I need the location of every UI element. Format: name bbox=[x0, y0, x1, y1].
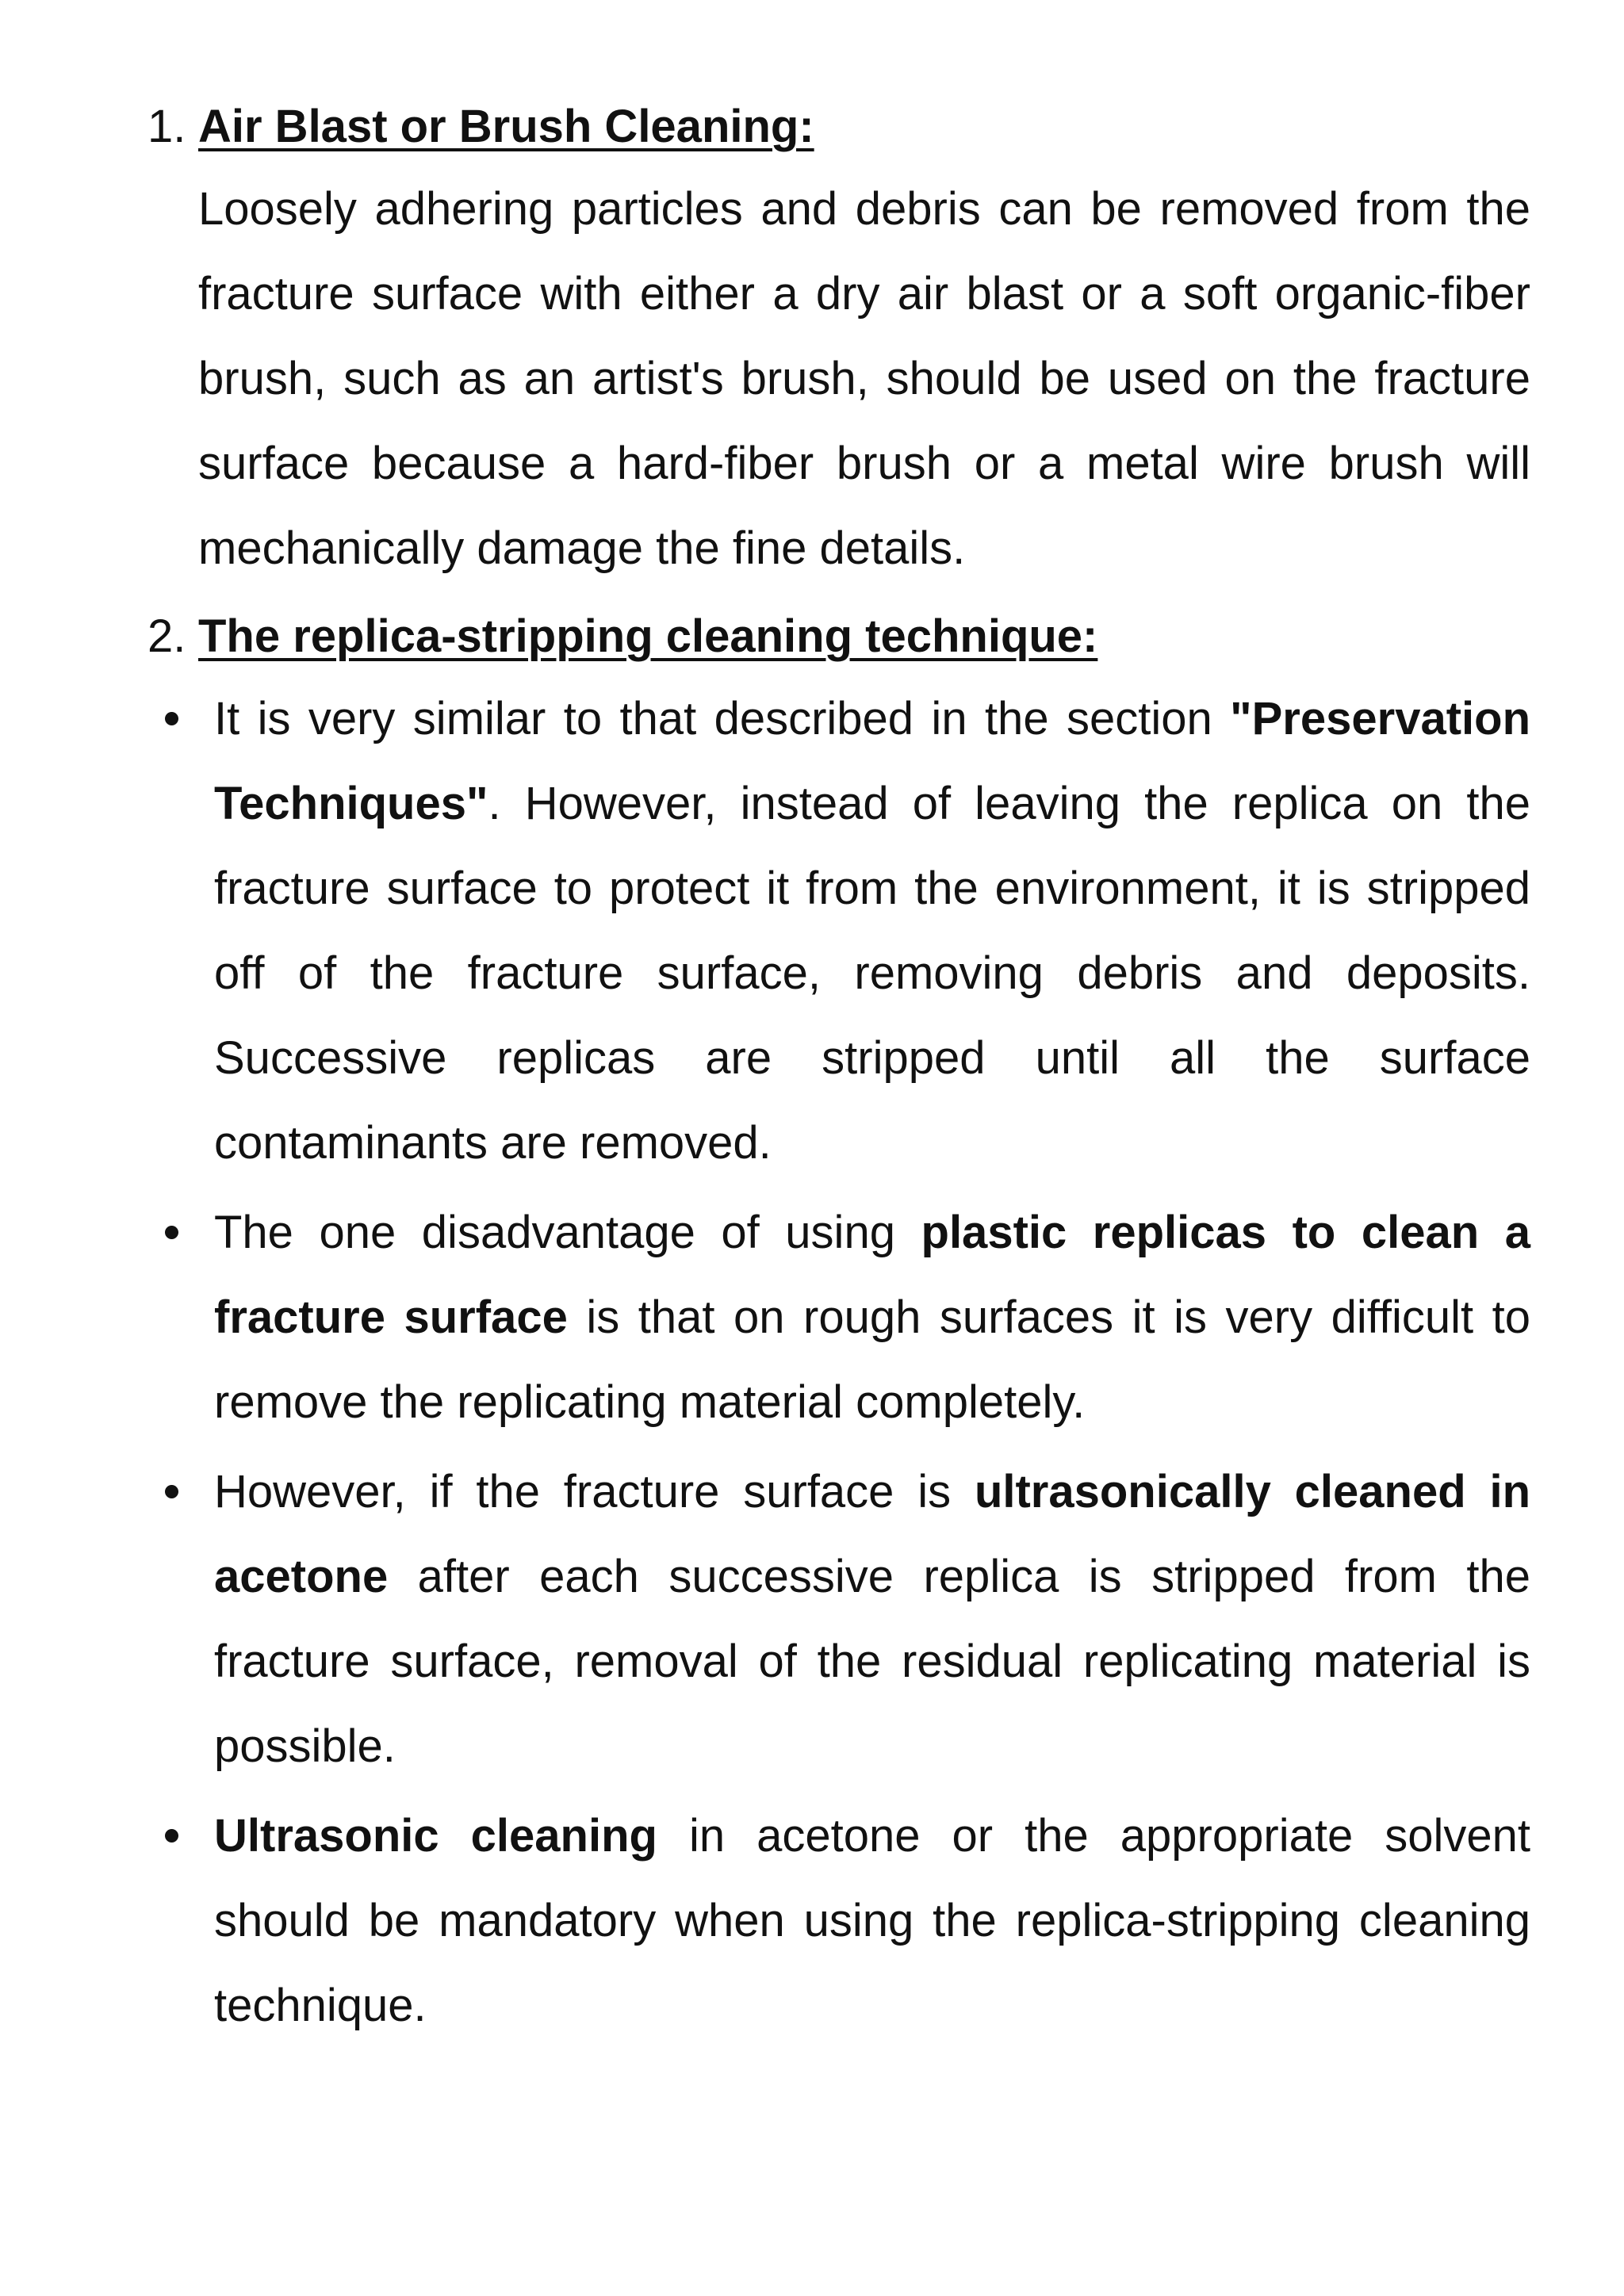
bold-text-run: plastic replicas to clean a fracture surface bbox=[214, 1207, 1530, 1343]
bullet-text bbox=[214, 676, 1530, 1185]
section-air-blast bbox=[0, 87, 1624, 591]
text-run: is that on rough surfaces it is very difficult to remove the replicating material completely. bbox=[214, 1292, 1530, 1428]
section-heading bbox=[0, 597, 1624, 676]
bullet-list bbox=[0, 676, 1624, 2048]
section-number: 1. bbox=[147, 101, 186, 152]
section-title: Air Blast or Brush Cleaning: bbox=[198, 101, 814, 152]
bold-text-run: Ultrasonic cleaning bbox=[214, 1810, 657, 1862]
section-number: 2. bbox=[147, 610, 186, 662]
text-run: after each successive replica is stripped from the fracture surface, removal of the residual replicating material is possible. bbox=[214, 1551, 1530, 1772]
list-item bbox=[0, 676, 1624, 1185]
document-content bbox=[0, 87, 1624, 2053]
bullet-icon bbox=[165, 1226, 178, 1239]
bold-text-run: "Preservation Techniques" bbox=[214, 693, 1530, 829]
bullet-icon bbox=[165, 1829, 178, 1843]
bullet-icon bbox=[165, 712, 178, 725]
section-paragraph: Loosely adhering particles and debris can be removed from the fracture surface with either a dry air blast or a soft organic-fiber brush, such as an artist's brush, should be used on the fracture surface because a hard-fiber brush or a metal wire brush will mechanically damage the fine details. bbox=[198, 183, 1530, 574]
text-run: It is very similar to that described in the section bbox=[214, 693, 1231, 744]
text-run: . However, instead of leaving the replica on the fracture surface to protect it from the environment, it is stripped off of the fracture surface, removing debris and deposits. Successive replicas are stripped until all the surface contaminants are removed. bbox=[214, 778, 1530, 1169]
bold-text-run: ultrasonically cleaned in acetone bbox=[214, 1466, 1530, 1602]
text-run: The one disadvantage of using bbox=[214, 1207, 921, 1258]
bullet-icon bbox=[165, 1485, 178, 1498]
section-replica-stripping bbox=[0, 597, 1624, 2048]
bullet-text bbox=[214, 1449, 1530, 1789]
text-run: However, if the fracture surface is bbox=[214, 1466, 975, 1517]
bullet-text bbox=[214, 1190, 1530, 1445]
section-title: The replica-stripping cleaning technique: bbox=[198, 610, 1098, 662]
section-heading bbox=[0, 87, 1624, 166]
text-run: in acetone or the appropriate solvent should be mandatory when using the replica-stripping cleaning technique. bbox=[214, 1810, 1530, 2031]
list-item bbox=[0, 1190, 1624, 1445]
list-item bbox=[0, 1793, 1624, 2048]
bullet-text bbox=[214, 1793, 1530, 2048]
list-item bbox=[0, 1449, 1624, 1789]
